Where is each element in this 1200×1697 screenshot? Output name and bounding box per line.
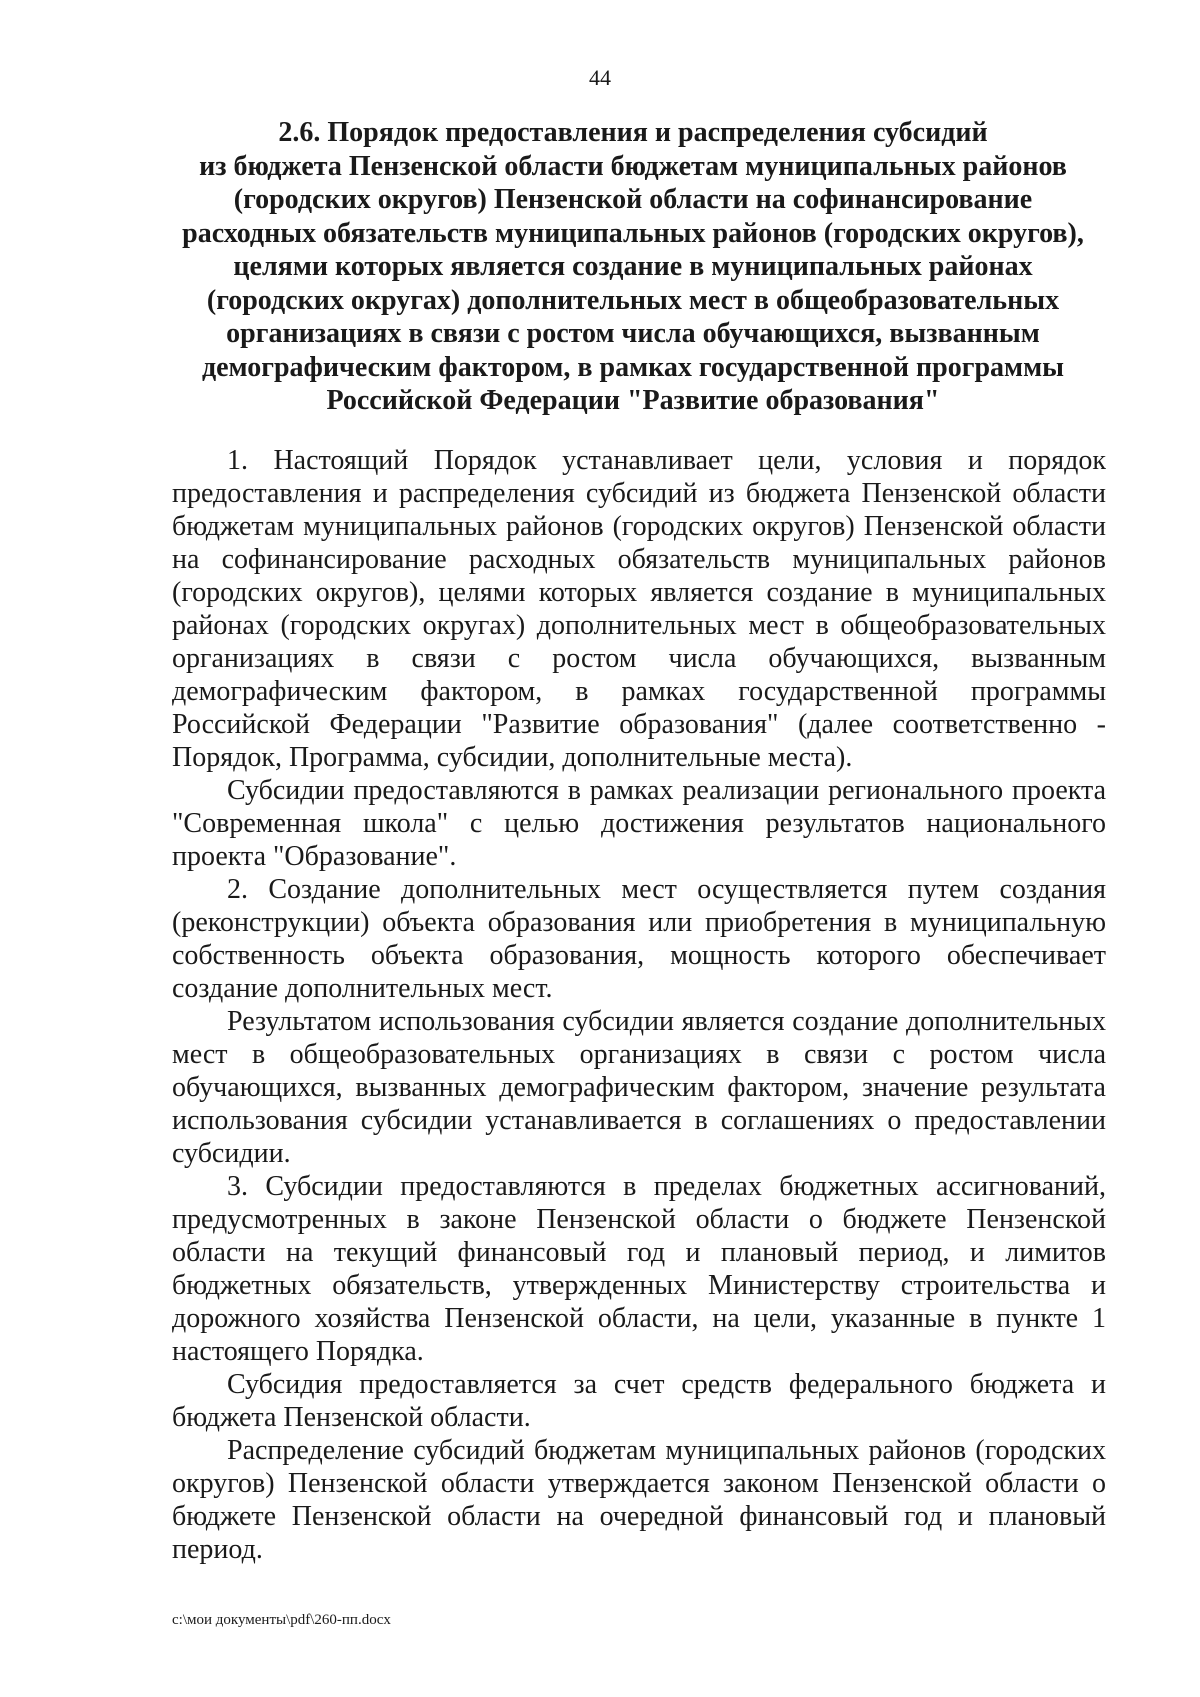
- paragraph-item-1: 1. Настоящий Порядок устанавливает цели, условия и порядок предоставления и распределения субсидий из бюджета Пензенской области бюджетам муниципальных районов (городских округов) Пензенской области на софинансирование расходных обязательств муниципальных районов (городских округов), целями которых является создание в муниципальных районах (городских округах) дополнительных мест в общеобразовательных организациях в связи с ростом числа обучающихся, вызванным демографическим фактором, в рамках государственной программы Российской Федерации "Развитие образования" (далее соответственно - Порядок, Программа, субсидии, дополнительные места).: [172, 445, 1106, 773]
- heading-line: организациях в связи с ростом числа обучающихся, вызванным: [226, 318, 1040, 349]
- paragraph-item-2: 2. Создание дополнительных мест осуществляется путем создания (реконструкции) объекта образования или приобретения в муниципальную собственность объекта образования, мощность которого обеспечивает создание дополнительных мест.: [172, 874, 1106, 1004]
- heading-line: из бюджета Пензенской области бюджетам муниципальных районов: [199, 150, 1067, 182]
- heading-line: 2.6. Порядок предоставления и распределения субсидий: [278, 117, 988, 148]
- heading-line: демографическим фактором, в рамках государственной программы: [201, 351, 1065, 383]
- section-heading: [160, 116, 1106, 418]
- document-body: [172, 444, 1106, 1566]
- footer-file-path: c:\мои документы\pdf\260-пп.docx: [172, 1612, 391, 1628]
- paragraph-item-3: 3. Субсидии предоставляются в пределах бюджетных ассигнований, предусмотренных в законе Пензенской области о бюджете Пензенской области на текущий финансовый год и плановый период, и лимитов бюджетных обязательств, утвержденных Министерству строительства и дорожного хозяйства Пензенской области, на цели, указанные в пункте 1 настоящего Порядка.: [172, 1171, 1106, 1367]
- heading-line: (городских округов) Пензенской области на софинансирование: [233, 184, 1033, 215]
- heading-line: расходных обязательств муниципальных районов (городских округов),: [182, 217, 1084, 249]
- paragraph-distribution: Распределение субсидий бюджетам муниципальных районов (городских округов) Пензенской области утверждается законом Пензенской области о бюджете Пензенской области на очередной финансовый год и плановый период.: [172, 1435, 1106, 1565]
- heading-line: целями которых является создание в муниципальных районах: [233, 251, 1033, 282]
- heading-line: (городских округах) дополнительных мест в общеобразовательных: [206, 284, 1060, 316]
- page-number: 44: [589, 65, 611, 90]
- paragraph-subsidies-project: Субсидии предоставляются в рамках реализации регионального проекта "Современная школа" с целью достижения результатов национального проекта "Образование".: [172, 775, 1106, 872]
- paragraph-result: Результатом использования субсидии является создание дополнительных мест в общеобразовательных организациях в связи с ростом числа обучающихся, вызванных демографическим фактором, значение результата использования субсидии устанавливается в соглашениях о предоставлении субсидии.: [172, 1006, 1106, 1169]
- paragraph-funding-source: Субсидия предоставляется за счет средств федерального бюджета и бюджета Пензенской области.: [172, 1369, 1106, 1433]
- heading-line: Российской Федерации "Развитие образования": [326, 385, 940, 416]
